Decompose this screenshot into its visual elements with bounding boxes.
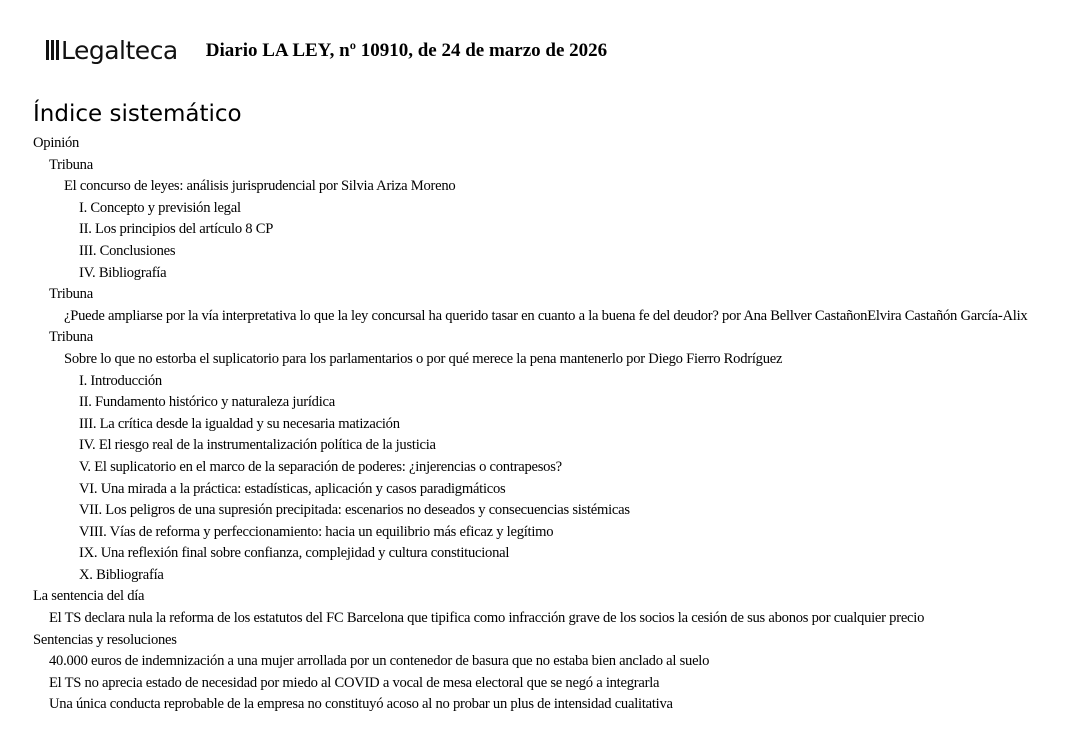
article-section-link[interactable]: III. Conclusiones [79,242,176,259]
legalteca-logo[interactable] [46,30,178,70]
section-heading: Sentencias y resoluciones [33,631,177,648]
subsection-heading: Tribuna [49,156,93,173]
subsection-heading: Tribuna [49,329,93,346]
article-link[interactable]: 40.000 euros de indemnización a una mujer arrollada por un contenedor de basura que no estaba bien anclado al suelo [49,653,710,670]
article-link[interactable]: ¿Puede ampliarse por la vía interpretativa lo que la ley concursal ha querido tasar en cuanto a la buena fe del deudor? por Ana Bellver CastañonElvira Castañón García-Alix [64,307,1028,324]
article-section-link[interactable]: VIII. Vías de reforma y perfeccionamiento: hacia un equilibrio más eficaz y legítimo [79,523,554,540]
logo-bars-icon [46,40,60,60]
subsection-heading: Tribuna [49,286,93,303]
article-section-link[interactable]: VII. Los peligros de una supresión precipitada: escenarios no deseados y consecuencias sistémicas [79,502,630,519]
index-title: Índice sistemático [33,101,242,127]
article-link[interactable]: El concurso de leyes: análisis jurisprudencial por Silvia Ariza Moreno [64,178,456,195]
article-section-link[interactable]: I. Introducción [79,372,162,389]
section-heading: Opinión [33,135,80,151]
article-link[interactable]: El TS no aprecia estado de necesidad por miedo al COVID a vocal de mesa electoral que se negó a integrarla [49,674,660,691]
systematic-index [33,133,1058,716]
article-section-link[interactable]: X. Bibliografía [79,566,164,583]
article-section-link[interactable]: VI. Una mirada a la práctica: estadísticas, aplicación y casos paradigmáticos [79,480,506,497]
article-section-link[interactable]: V. El suplicatorio en el marco de la separación de poderes: ¿injerencias o contrapesos? [79,458,562,475]
journal-title: Diario LA LEY, nº 10910, de 24 de marzo de 2026 [205,40,608,61]
article-section-link[interactable]: I. Concepto y previsión legal [79,199,241,216]
article-link[interactable]: Sobre lo que no estorba el suplicatorio para los parlamentarios o por qué merece la pena mantenerlo por Diego Fierro Rodríguez [64,350,783,367]
logo-text: Legalteca [61,35,178,65]
page-header [46,30,607,70]
article-section-link[interactable]: IV. Bibliografía [79,264,167,281]
article-section-link[interactable]: II. Los principios del artículo 8 CP [79,221,274,238]
article-section-link[interactable]: IV. El riesgo real de la instrumentalización política de la justicia [79,437,436,454]
article-section-link[interactable]: III. La crítica desde la igualdad y su necesaria matización [79,415,400,432]
article-link[interactable]: El TS declara nula la reforma de los estatutos del FC Barcelona que tipifica como infracción grave de los socios la cesión de sus abonos por cualquier precio [49,610,925,627]
article-section-link[interactable]: IX. Una reflexión final sobre confianza, complejidad y cultura constitucional [79,545,510,562]
section-heading: La sentencia del día [33,588,145,605]
article-section-link[interactable]: II. Fundamento histórico y naturaleza jurídica [79,394,335,411]
article-link[interactable]: Una única conducta reprobable de la empresa no constituyó acoso al no probar un plus de intensidad cualitativa [49,696,673,713]
